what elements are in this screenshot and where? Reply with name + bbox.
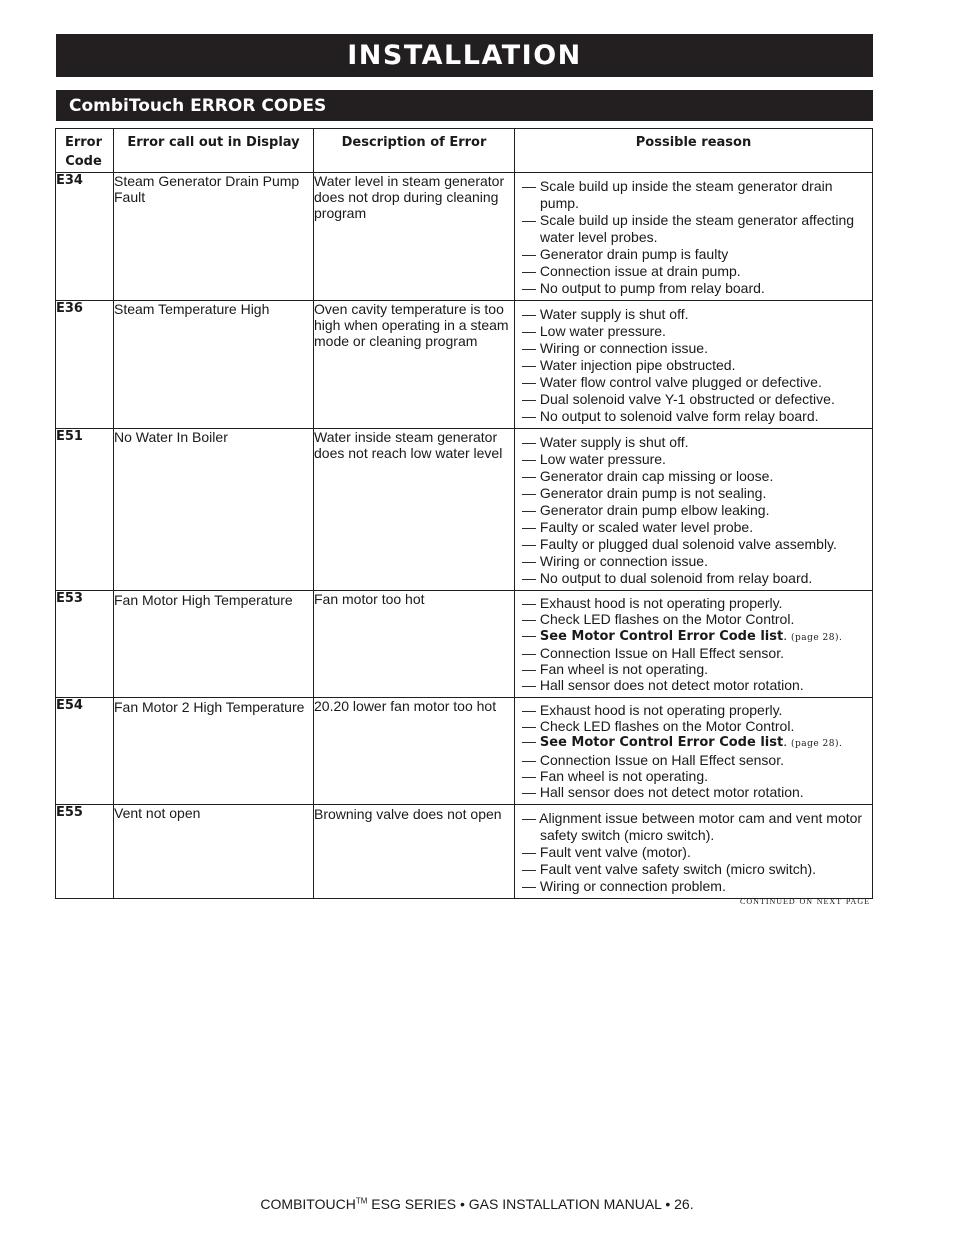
reason-item: — Hall sensor does not detect motor rotation. [522,785,864,801]
reason-item: — No output to dual solenoid from relay board. [522,570,864,587]
reason-item: — Water injection pipe obstructed. [522,357,864,374]
reason-item: — Fan wheel is not operating. [522,769,864,785]
trademark-mark: TM [355,1196,368,1206]
reason-item: — Alignment issue between motor cam and vent motor safety switch (micro switch). [522,810,864,844]
reason-item: — Water supply is shut off. [522,434,864,451]
page-footer [0,1196,954,1212]
reason-item: — Wiring or connection issue. [522,340,864,357]
reason-item: — Faulty or plugged dual solenoid valve assembly. [522,536,864,553]
reason-item: — Exhaust hood is not operating properly. [522,596,864,612]
reason-item: — Generator drain pump is not sealing. [522,485,864,502]
motor-control-reference-link[interactable]: See Motor Control Error Code list [539,628,784,644]
error-code: E54 [56,697,114,804]
reason-item: — No output to pump from relay board. [522,280,864,297]
possible-reasons [515,301,873,429]
reason-item: — Dual solenoid valve Y-1 obstructed or defective. [522,391,864,408]
reason-item: — Wiring or connection problem. [522,878,864,895]
table-row [56,697,873,804]
reason-item: — Generator drain pump elbow leaking. [522,502,864,519]
table-row [56,173,873,301]
error-description: Water level in steam generator does not drop during cleaning program [314,173,515,301]
reason-item: — Generator drain cap missing or loose. [522,468,864,485]
reason-item: — Fault vent valve (motor). [522,844,864,861]
table-row [56,429,873,591]
possible-reasons [515,173,873,301]
error-code: E36 [56,301,114,429]
table-row [56,591,873,698]
continued-text: continued on next page [740,895,870,907]
error-callout: Fan Motor 2 High Temperature [114,697,314,804]
reason-item: — Exhaust hood is not operating properly. [522,703,864,719]
reason-item: — Generator drain pump is faulty [522,246,864,263]
page-reference: (page 28). [790,739,843,750]
reason-item: — Water flow control valve plugged or defective. [522,374,864,391]
error-callout: Steam Generator Drain Pump Fault [114,173,314,301]
possible-reasons [515,697,873,804]
reason-item: — Check LED flashes on the Motor Control. [522,719,864,735]
error-code: E53 [56,591,114,698]
page-title: INSTALLATION [347,40,582,71]
subsection-banner [56,90,873,121]
error-description: 20.20 lower fan motor too hot [314,697,515,804]
error-code: E51 [56,429,114,591]
column-header-callout: Error call out in Display [114,129,314,173]
possible-reasons [515,804,873,898]
subsection-title: CombiTouch ERROR CODES [69,95,327,116]
reason-item: — Fault vent valve safety switch (micro switch). [522,861,864,878]
reason-item-reference: — See Motor Control Error Code list. (page 28). [522,734,864,753]
error-description: Fan motor too hot [314,591,515,698]
error-code: E55 [56,804,114,898]
section-banner [56,34,873,77]
column-header-description: Description of Error [314,129,515,173]
reason-item: — Low water pressure. [522,451,864,468]
table-row [56,804,873,898]
reason-item: — Check LED flashes on the Motor Control. [522,612,864,628]
reason-item: — Scale build up inside the steam generator drain pump. [522,178,864,212]
reason-item: — Scale build up inside the steam generator affecting water level probes. [522,212,864,246]
error-codes-table [55,128,873,899]
error-description: Water inside steam generator does not reach low water level [314,429,515,591]
reason-item: — Wiring or connection issue. [522,553,864,570]
footer-brand: COMBITOUCH [260,1196,356,1212]
possible-reasons [515,429,873,591]
continued-note [740,895,870,907]
table-row [56,301,873,429]
reason-item: — Low water pressure. [522,323,864,340]
column-header-reason: Possible reason [515,129,873,173]
error-callout: Fan Motor High Temperature [114,591,314,698]
reason-item: — Faulty or scaled water level probe. [522,519,864,536]
reason-item: — Fan wheel is not operating. [522,662,864,678]
reason-item: — No output to solenoid valve form relay board. [522,408,864,425]
error-description: Browning valve does not open [314,804,515,898]
table-header-row [56,129,873,173]
page-reference: (page 28). [790,632,843,643]
column-header-error-code: Error Code [56,129,114,173]
error-callout: No Water In Boiler [114,429,314,591]
reason-item: — Hall sensor does not detect motor rotation. [522,678,864,694]
possible-reasons [515,591,873,698]
footer-text: ESG SERIES • GAS INSTALLATION MANUAL • 26. [367,1196,694,1212]
error-code: E34 [56,173,114,301]
error-description: Oven cavity temperature is too high when operating in a steam mode or cleaning program [314,301,515,429]
error-callout: Vent not open [114,804,314,898]
reason-item: — Connection issue at drain pump. [522,263,864,280]
reason-item-reference: — See Motor Control Error Code list. (page 28). [522,628,864,647]
reason-item: — Connection Issue on Hall Effect sensor. [522,646,864,662]
reason-item: — Water supply is shut off. [522,306,864,323]
reason-item: — Connection Issue on Hall Effect sensor. [522,753,864,769]
motor-control-reference-link[interactable]: See Motor Control Error Code list [539,735,784,751]
error-callout: Steam Temperature High [114,301,314,429]
